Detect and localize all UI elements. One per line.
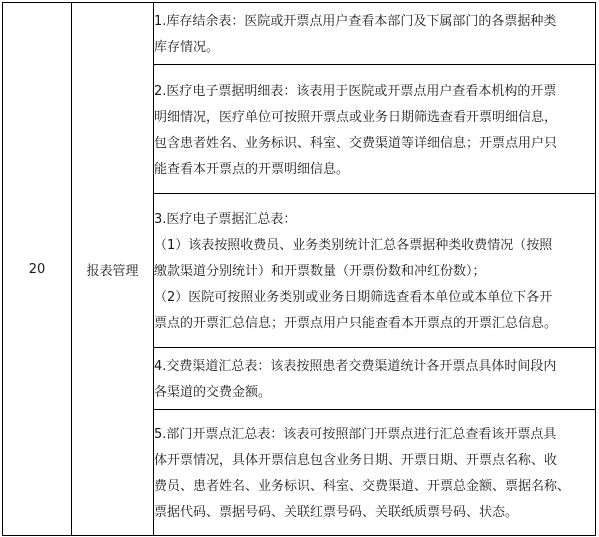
item-cell-3 xyxy=(154,194,596,348)
item-1-line-1: 1.库存结余表：医院或开票点用户查看本部门及下属部门的各票据种类 xyxy=(154,14,557,29)
item-3-line-3: 缴款渠道分别统计）和开票数量（开票份数和冲红份数）； xyxy=(154,264,486,279)
item-cell-4 xyxy=(154,348,596,410)
item-cell-2 xyxy=(154,65,596,194)
module-name: 报表管理 xyxy=(86,263,139,279)
item-5-line-3: 费员、患者姓名、业务标识、科室、交费渠道、开票总金额、票据名称、 xyxy=(154,479,571,494)
item-1-line-2: 库存情况。 xyxy=(154,40,220,55)
item-3-line-2: （1）该表按照收费员、业务类别统计汇总各票据种类收费情况（按照 xyxy=(154,238,553,253)
item-5-line-1: 5.部门开票点汇总表：该表可按照部门开票点进行汇总查看该开票点具 xyxy=(154,427,557,442)
item-5-line-2: 体开票情况，具体开票信息包含业务日期、开票日期、开票点名称、收 xyxy=(154,453,558,468)
item-3-line-1: 3.医疗电子票据汇总表： xyxy=(154,212,297,227)
item-4-line-2: 各渠道的交费金额。 xyxy=(154,385,272,400)
item-3-line-4: （2）医院可按照业务类别或业务日期筛选查看本单位或本单位下各开 xyxy=(154,290,553,305)
item-2-line-2: 明细情况，医疗单位可按照开票点或业务日期筛选查看开票明细信息， xyxy=(154,109,558,125)
item-3-line-5: 票点的开票汇总信息；开票点用户只能查看本开票点的开票汇总信息。 xyxy=(154,316,558,331)
table-row xyxy=(3,3,596,65)
row-number: 20 xyxy=(28,261,46,277)
module-name-cell xyxy=(72,3,154,536)
item-cell-1 xyxy=(154,3,596,65)
row-number-cell xyxy=(3,3,72,536)
item-5-line-4: 票据代码、票据号码、关联红票号码、关联纸质票号码、状态。 xyxy=(154,505,519,520)
item-cell-5 xyxy=(154,410,596,536)
item-2-line-3: 包含患者姓名、业务标识、科室、交费渠道等详细信息；开票点用户只 xyxy=(154,135,558,151)
item-2-line-4: 能查看本开票点的开票明细信息。 xyxy=(154,161,350,177)
item-4-line-1: 4.交费渠道汇总表：该表按照患者交费渠道统计各开票点具体时间段内 xyxy=(154,359,557,374)
item-2-line-1: 2.医疗电子票据明细表：该表用于医院或开票点用户查看本机构的开票 xyxy=(154,83,557,99)
report-management-table xyxy=(2,2,596,536)
